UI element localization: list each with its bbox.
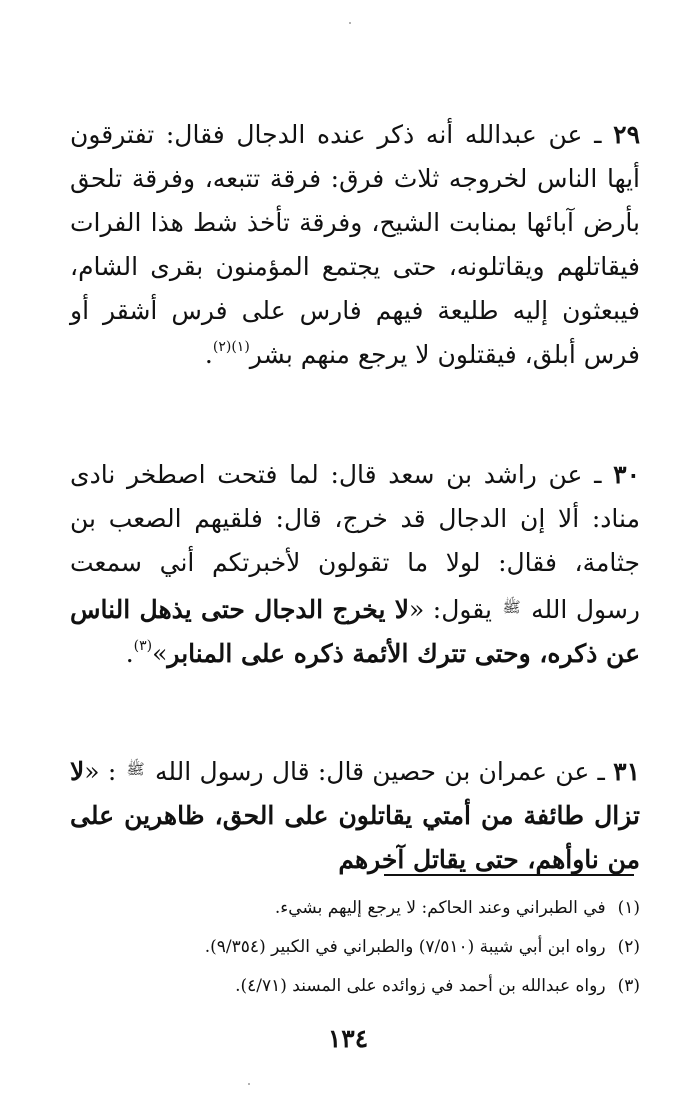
quote-open-mark: « (84, 757, 100, 786)
says-text: يقول: (424, 595, 501, 624)
sentence-end: . (204, 340, 213, 369)
quote-open-mark: « (408, 595, 425, 624)
footnote-text: في الطبراني وعند الحاكم: لا يرجع إليهم بشيء. (274, 898, 606, 918)
salawat-ligature: ﷺ (502, 598, 521, 616)
footnote-divider (384, 874, 634, 876)
footnote-text: رواه ابن أبي شيبة (٧/٥١٠) والطبراني في الكبير (٩/٣٥٤). (204, 937, 606, 957)
hadith-number: ٣١ (613, 757, 640, 786)
quote-close-mark: » (152, 639, 168, 668)
hadith-text: ـ عن راشد بن سعد قال: لما فتحت اصطخر نادى مناد: ألا إن الدجال قد خرج، قال: فلقيهم الصعب بن جثامة، فقال: لولا ما تقولون لأخبرتكم أني سمعت رسول الله (70, 460, 640, 624)
footnote-reference: (١)(٢) (212, 339, 250, 355)
footnote-3 (90, 967, 640, 1006)
scan-speck (349, 22, 351, 24)
hadith-body: تفترقون أيها الناس لخروجه ثلاث فرق: فرقة تتبعه، وفرقة تلحق بأرض آبائها بمنابت الشيح، وفرقة تأخذ شط هذا الفرات فيقاتلهم ويقاتلونه، حتى يجتمع المؤمنون بقرى الشام، فيبعثون إليه طليعة فيهم فارس على فرس أشقر أو فرس أبلق، فيقتلون لا يرجع منهم بشر (70, 120, 640, 369)
hadith-text: ـ عن عمران بن حصين قال: قال رسول الله (146, 757, 614, 786)
footnote-number: (٣) (617, 976, 640, 996)
page-number: ١٣٤ (327, 1024, 369, 1053)
footnote-number: (٢) (617, 937, 640, 957)
footnote-reference: (٣) (133, 638, 153, 654)
hadith-number: ٢٩ (613, 120, 640, 149)
prophetic-quote: لا يخرج الدجال حتى يذهل الناس عن ذكره، وحتى تترك الأئمة ذكره على المنابر (70, 595, 640, 668)
salawat-ligature: ﷺ (126, 760, 145, 778)
hadith-intro: ـ عن عبدالله أنه ذكر عنده الدجال فقال: (154, 120, 614, 149)
scan-speck (248, 1083, 250, 1085)
prophetic-quote: لا تزال طائفة من أمتي يقاتلون على الحق، ظاهرين على من ناوأهم، حتى يقاتل آخرهم (70, 757, 640, 874)
footnote-1 (90, 889, 640, 928)
footnotes (90, 889, 640, 1006)
hadith-31-paragraph (70, 747, 640, 882)
hadith-number: ٣٠ (613, 460, 640, 489)
footnote-text: رواه عبدالله بن أحمد في زوائده على المسند (٤/٧١). (235, 976, 606, 996)
sentence-end: . (125, 639, 134, 668)
hadith-30-paragraph (70, 453, 640, 676)
hadith-29-paragraph (70, 113, 640, 377)
colon-text: : (99, 757, 125, 786)
footnote-number: (١) (617, 898, 640, 918)
footnote-2 (90, 928, 640, 967)
